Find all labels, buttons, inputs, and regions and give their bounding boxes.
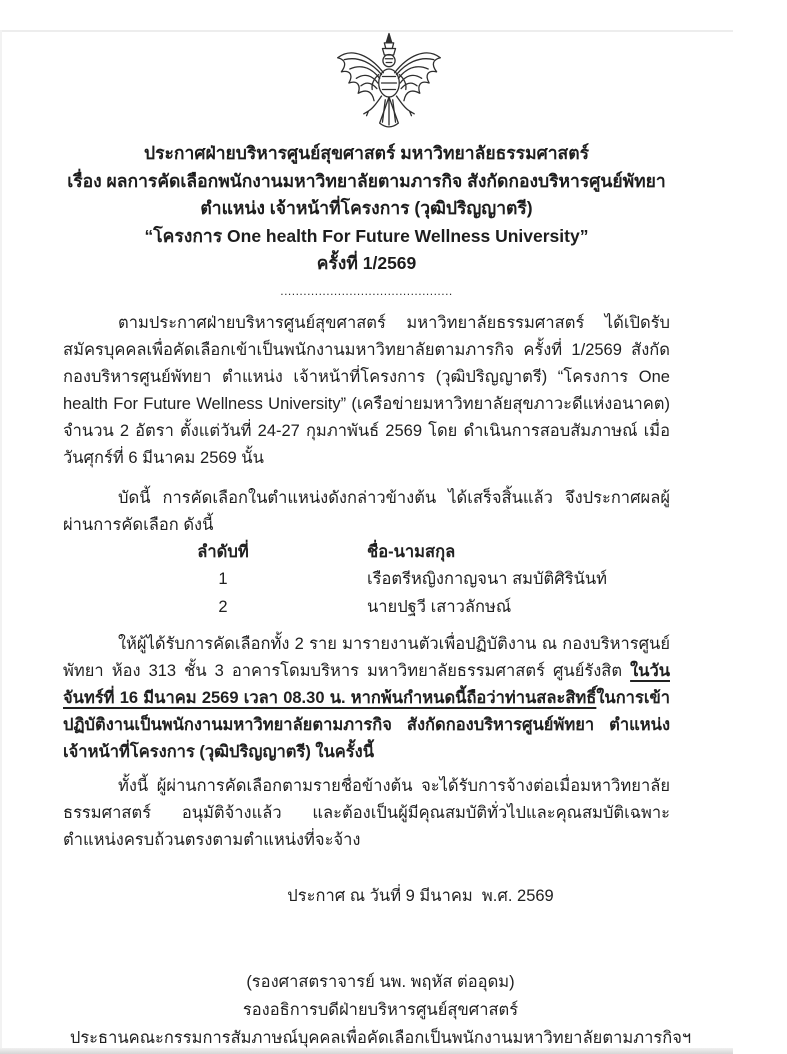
page-edge-bottom [0, 1048, 733, 1054]
announcement-authority: ประกาศฝ่ายบริหารศูนย์สุขศาสตร์ มหาวิทยาลัยธรรมศาสตร์ [144, 143, 589, 163]
announcement-position: ตำแหน่ง เจ้าหน้าที่โครงการ (วุฒิปริญญาตรี) [200, 198, 533, 218]
report-forfeit-clause: ในการเข้าปฏิบัติงานเป็นพนักงานมหาวิทยาลัยตามภารกิจ สังกัดกองบริหารศูนย์พัทยา ตำแหน่ง เจ้าหน้าที่โครงการ (วุฒิปริญญาตรี) ในครั้งนี้ [63, 689, 670, 761]
signer-title-1: รองอธิการบดีฝ่ายบริหารศูนย์สุขศาสตร์ [242, 1001, 519, 1019]
report-instruction-paragraph [63, 631, 670, 766]
announcement-date: ประกาศ ณ วันที่ 9 มีนาคม พ.ศ. 2569 [287, 887, 554, 905]
intro-paragraph: ตามประกาศฝ่ายบริหารศูนย์สุขศาสตร์ มหาวิทยาลัยธรรมศาสตร์ ได้เปิดรับสมัครบุคคลเพื่อคัดเลือกเข้าเป็นพนักงานมหาวิทยาลัยตามภารกิจ ครั้งที่ 1/2569 สังกัดกองบริหารศูนย์พัทยา ตำแหน่ง เจ้าหน้าที่โครงการ (วุฒิปริญญาตรี) “โครงการ One health For Future Wellness University” (เครือข่ายมหาวิทยาลัยสุขภาวะดีแห่งอนาคต) จำนวน 2 อัตรา ตั้งแต่วันที่ 24-27 กุมภาพันธ์ 2569 โดย ดำเนินการสอบสัมภาษณ์ เมื่อวันศุกร์ที่ 6 มีนาคม 2569 นั้น [63, 313, 670, 467]
garuda-emblem-icon [333, 30, 445, 136]
announcement-project: “โครงการ One health For Future Wellness University” [144, 225, 589, 246]
result-paragraph: บัดนี้ การคัดเลือกในตำแหน่งดังกล่าวข้างต้น ได้เสร็จสิ้นแล้ว จึงประกาศผลผู้ผ่านการคัดเลือก ดังนี้ [63, 488, 670, 534]
report-deadline-emphasis: ในวันจันทร์ที่ 16 มีนาคม 2569 เวลา 08.30 น. หากพ้นกำหนดนี้ถือว่าท่านสละสิทธิ์ [63, 662, 670, 707]
row-1-name: เรือตรีหญิงกาญจนา สมบัติศิรินันท์ [367, 570, 607, 588]
announcement-round: ครั้งที่ 1/2569 [316, 253, 417, 273]
signature-block [14, 968, 747, 1052]
dotted-divider: ............................................. [280, 283, 453, 298]
announcement-header [0, 140, 733, 278]
result-table [63, 539, 670, 622]
row-2-name: นายปฐวี เสาวลักษณ์ [367, 597, 512, 616]
column-header-no: ลำดับที่ [197, 542, 249, 561]
conditions-paragraph: ทั้งนี้ ผู้ผ่านการคัดเลือกตามรายชื่อข้างต้น จะได้รับการจ้างต่อเมื่อมหาวิทยาลัยธรรมศาสตร์ อนุมัติจ้างแล้ว และต้องเป็นผู้มีคุณสมบัติทั่วไปและคุณสมบัติเฉพาะตำแหน่งครบถ้วนตรงตามตำแหน่งที่จะจ้าง [63, 777, 670, 849]
signer-title-2: ประธานคณะกรรมการสัมภาษณ์บุคคลเพื่อคัดเลือกเป็นพนักงานมหาวิทยาลัยตามภารกิจฯ [69, 1029, 692, 1047]
page-edge-left [0, 30, 2, 1054]
row-1-no: 1 [218, 570, 228, 588]
column-header-name: ชื่อ-นามสกุล [367, 542, 456, 561]
report-instruction-normal: ให้ผู้ได้รับการคัดเลือกทั้ง 2 ราย มารายงานตัวเพื่อปฏิบัติงาน ณ กองบริหารศูนย์พัทยา ห้อง 313 ชั้น 3 อาคารโดมบริหาร มหาวิทยาลัยธรรมศาสตร์ ศูนย์รังสิต [63, 635, 670, 680]
row-2-no: 2 [218, 597, 228, 616]
announcement-subject: เรื่อง ผลการคัดเลือกพนักงานมหาวิทยาลัยตามภารกิจ สังกัดกองบริหารศูนย์พัทยา [67, 170, 666, 191]
signer-name: (รองศาสตราจารย์ นพ. พฤหัส ต่ออุดม) [246, 973, 515, 991]
announcement-body [63, 310, 670, 855]
announcement-page [0, 30, 733, 1054]
